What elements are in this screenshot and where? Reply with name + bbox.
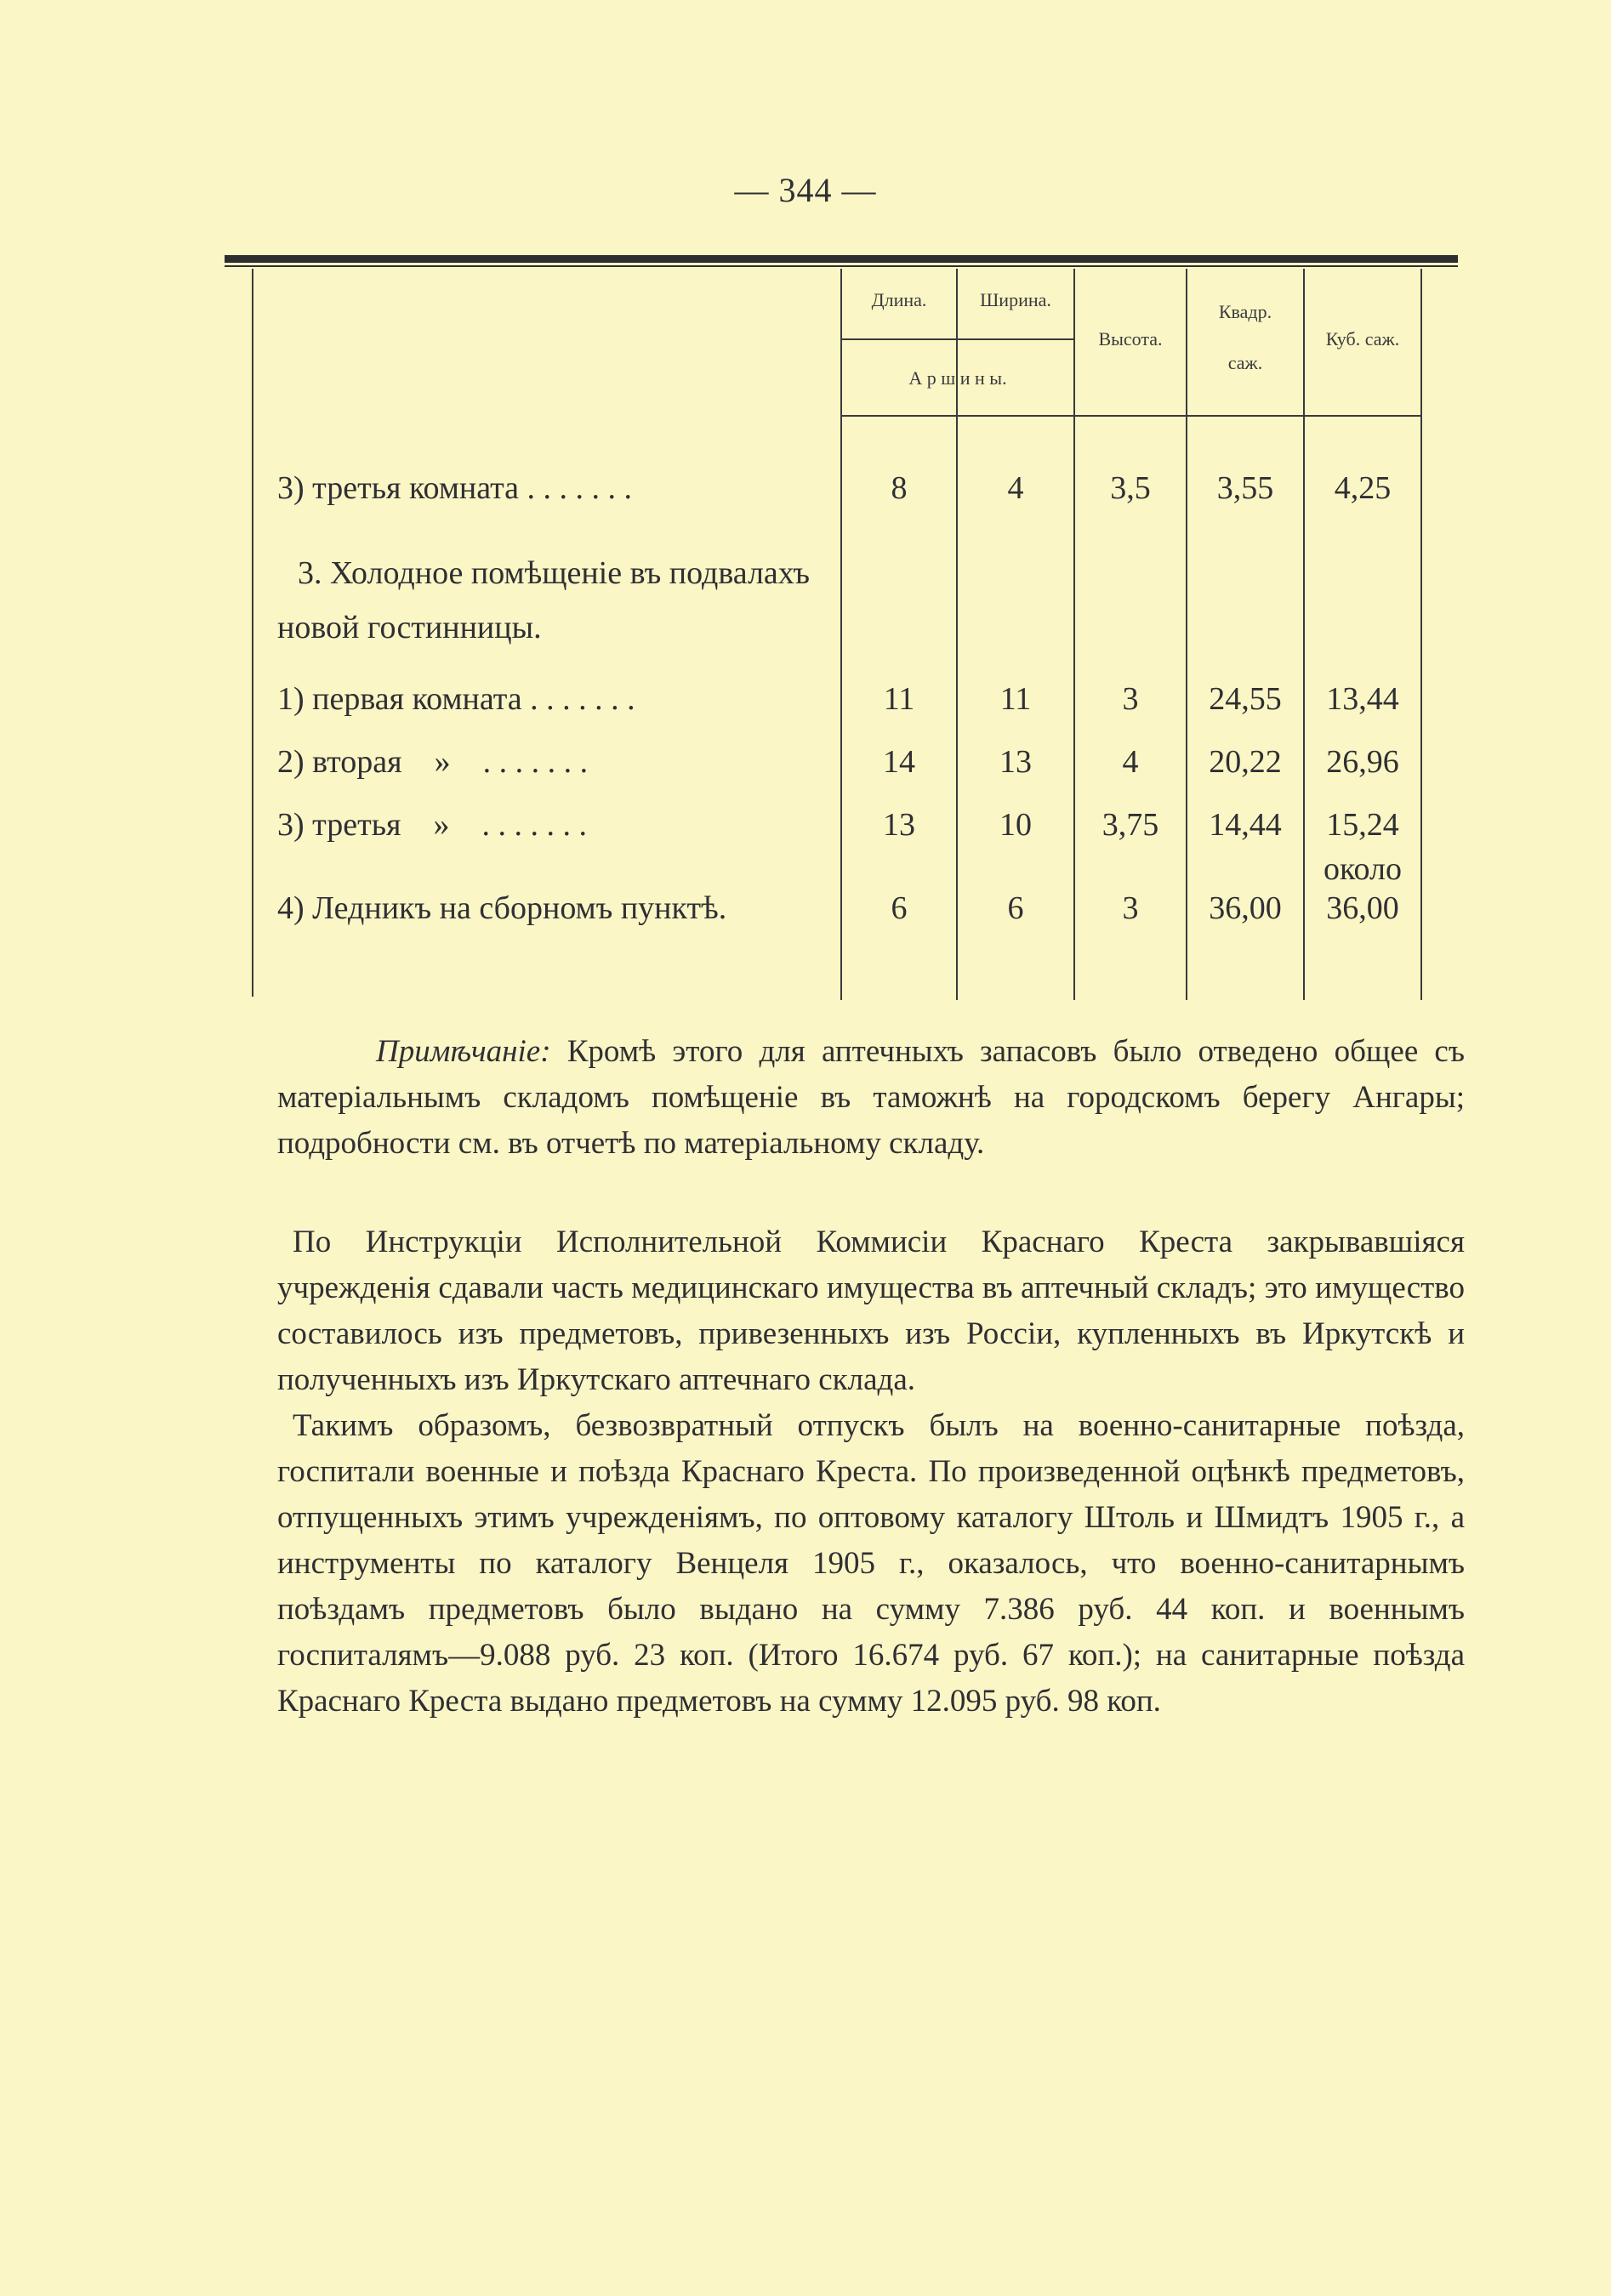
page-number: — 344 — <box>734 171 877 209</box>
cell-length: 6 <box>891 890 908 926</box>
cell-length: 8 <box>891 470 908 506</box>
cell-width: 6 <box>1007 890 1024 926</box>
header-sq-bottom: саж. <box>1227 352 1263 373</box>
table-right-border <box>1420 269 1422 1000</box>
header-bottom-rule <box>840 415 1420 417</box>
cell-width: 13 <box>999 744 1032 780</box>
header-length: Длина. <box>871 289 927 310</box>
cell-length: 11 <box>883 681 915 717</box>
cell-height: 4 <box>1122 744 1139 780</box>
paragraph: Такимъ образомъ, безвозвратный отпускъ былъ на военно-санитарные поѣзда, госпитали военные и поѣзда Краснаго Креста. По произведенной оцѣнкѣ предметовъ, отпущенныхъ этимъ учрежденіямъ, по оптовому каталогу Штоль и Шмидтъ 1905 г., а инструменты по каталогу Венцеля 1905 г., оказалось, что военно-санитарнымъ поѣздамъ предметовъ было выдано на сумму 7.386 руб. 44 коп. и военнымъ госпиталямъ—9.088 руб. 23 коп. (Итого 16.674 руб. 67 коп.); на санитарные поѣзда Краснаго Креста выдано предметовъ на сумму 12.095 руб. 98 коп. <box>277 1408 1465 1719</box>
cell-cubic: 15,24 <box>1326 807 1399 843</box>
cell-width: 10 <box>999 807 1032 843</box>
header-sub-rule <box>840 338 1073 340</box>
cell-width: 4 <box>1007 470 1024 506</box>
header-height: Высота. <box>1098 328 1163 350</box>
cell-sq: 20,22 <box>1209 744 1282 780</box>
cell-sq: 3,55 <box>1216 470 1274 506</box>
note-text: Кромѣ этого для аптечныхъ запасовъ было отведено общее съ матеріальнымъ складомъ помѣщеніе въ таможнѣ на городскомъ берегу Ангары; подробности см. въ отчетѣ по матеріальному складу. <box>277 1034 1465 1161</box>
table-top-rule <box>225 255 1458 263</box>
cell-cubic: 26,96 <box>1326 744 1399 780</box>
cell-length: 13 <box>883 807 915 843</box>
paragraph: По Инструкціи Исполнительной Коммисіи Краснаго Креста закрывавшіяся учрежденія сдавали часть медицинскаго имущества въ аптечный складъ; это имущество составилось изъ предметовъ, привезенныхъ изъ Россіи, купленныхъ въ Иркутскѣ и полученныхъ изъ Иркутскаго аптечнаго склада. <box>277 1225 1465 1397</box>
cell-cubic: 13,44 <box>1326 681 1399 717</box>
table-top-rule-thin <box>225 265 1458 267</box>
section-title: 3. Холодное помѣщеніе въ подвалахъ новой гостинницы. <box>277 555 810 645</box>
row-label: 3) третья комната . . . . . . . <box>277 470 633 506</box>
row-label: 1) первая комната . . . . . . . <box>277 681 635 717</box>
cell-height: 3 <box>1122 681 1139 717</box>
cell-sq: 24,55 <box>1209 681 1282 717</box>
header-sq-top: Квадр. <box>1218 301 1272 322</box>
row-label: 4) Ледникъ на сборномъ пунктѣ. <box>277 890 727 926</box>
cell-sq: 36,00 <box>1209 890 1282 926</box>
header-cubic: Куб. саж. <box>1325 328 1400 350</box>
cell-cubic: 36,00 <box>1326 890 1399 926</box>
note-block <box>277 1029 1465 1167</box>
row-label: 3) третья » . . . . . . . <box>277 807 588 843</box>
header-arshin: А р ш и н ы. <box>908 367 1007 389</box>
cell-cubic: 4,25 <box>1334 470 1392 506</box>
body-text <box>277 1219 1465 1725</box>
header-width: Ширина. <box>980 289 1051 310</box>
row-label: 2) вторая » . . . . . . . <box>277 744 589 780</box>
cell-length: 14 <box>883 744 915 780</box>
note-label: Примѣчаніе: <box>376 1034 551 1069</box>
table-left-border <box>252 269 253 997</box>
cell-sq: 14,44 <box>1209 807 1282 843</box>
cell-cubic-note: около <box>1324 851 1402 887</box>
cell-height: 3,75 <box>1102 807 1159 843</box>
cell-height: 3,5 <box>1110 470 1151 506</box>
cell-height: 3 <box>1122 890 1139 926</box>
cell-width: 11 <box>999 681 1032 717</box>
